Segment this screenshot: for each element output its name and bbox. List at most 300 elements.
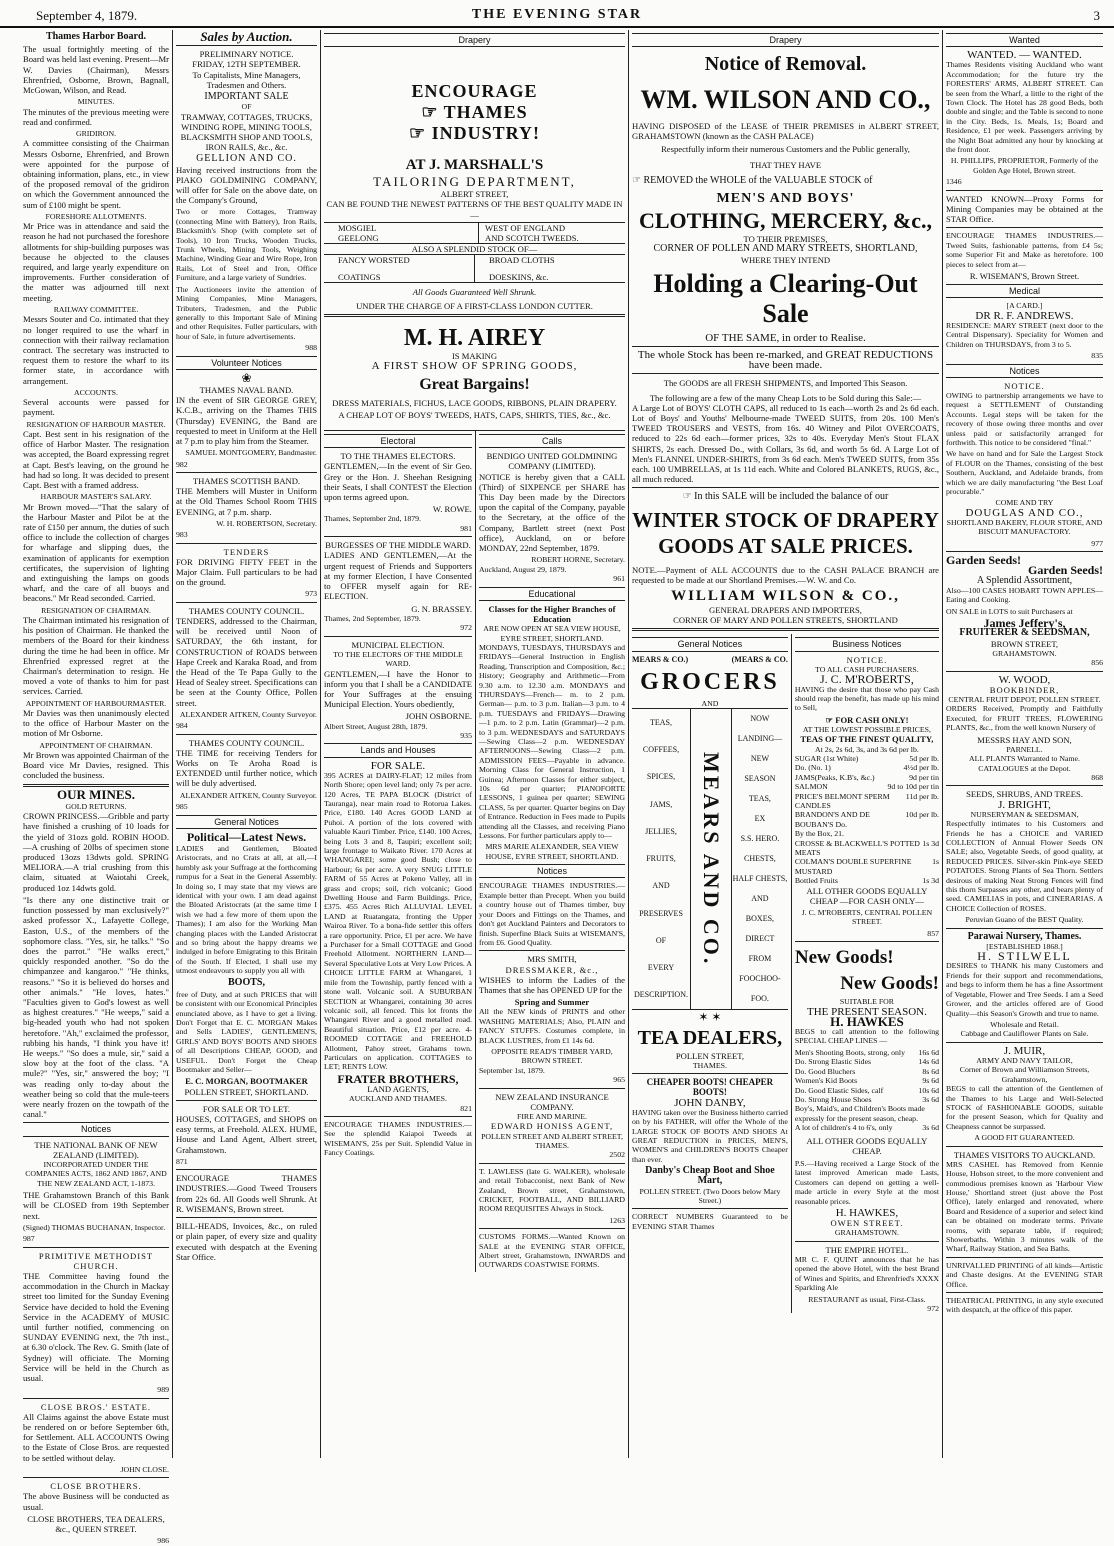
ad-text: Wholesale and Retail.: [990, 1019, 1059, 1029]
divider: [632, 373, 939, 374]
divider: [176, 45, 317, 46]
ad-title: SEEDS, SHRUBS, AND TREES.: [966, 789, 1083, 800]
price-item: COLMAN'S DOUBLE SUPERFINE MUSTARD: [794, 857, 912, 876]
subheading: FORESHORE ALLOTMENTS.: [45, 211, 147, 221]
ad-title: PRIMITIVE METHODIST CHURCH.: [38, 1250, 154, 1271]
ad-headline: INDUSTRY!: [431, 123, 541, 144]
section-header: Drapery: [632, 33, 939, 47]
ad-title: W. WOOD,: [998, 673, 1051, 686]
price-item: SALMON: [794, 782, 828, 792]
section-header: Educational: [479, 587, 625, 601]
ad-number: 965: [613, 1075, 625, 1085]
article-paragraph: Mr Brown was appointed Chairman of the Board vice Mr Davies, resigned. This concluded the business.: [23, 750, 169, 781]
ad-text: FOR CASH ONLY!: [835, 714, 909, 725]
mears-left-item: DESCRIPTION.: [633, 990, 688, 1000]
ad-text: All the NEW kinds of PRINTS and other WASHING MATERIALS; Also, PLAIN and FANCY STUFFS. Costumes complete, in BLACK LUSTRES, from £1 14s 6d.: [478, 1007, 625, 1045]
ad-number: 984: [176, 721, 188, 731]
article-paragraph: CROWN PRINCESS.—Gribble and party have finished a crushing of 10 loads for the yield of 31ozs gold. ROBIN HOOD.—A crushing of 20lbs of specimen stone produced 13ozs 13dwts gold. SPRING MELIORA.—A trial crushing from this claim, situated at Waiotahi Creek, produced 1oz 14dwts gold.: [23, 811, 169, 893]
ad-text: CENTRAL FRUIT DEPOT, POLLEN STREET.: [948, 694, 1101, 704]
mears-left-item: EVERY: [647, 963, 675, 973]
divider: [176, 602, 317, 603]
column-harbor-board: [20, 30, 172, 1546]
ad-text: THAT THEY HAVE: [749, 159, 822, 170]
price-value: 8s 6d: [922, 1066, 939, 1076]
ad-number: 961: [613, 574, 625, 584]
ad-text: R. WISEMAN'S, Brown Street.: [969, 270, 1080, 281]
price-item: Do. Good Elastic Sides, calf: [794, 1085, 884, 1095]
ad-headline: M. H. AIREY: [403, 325, 546, 352]
ad-text: MONDAYS, TUESDAYS, THURSDAYS and FRIDAYS—General Instruction in English Reading, Transcription and Composition, &c.; History; Geography and Arithmetic—From 9.30 a.m. to 12.30 a.m. MONDAYS and THURSDAYS—French— m. to 2 p.m. German— p.m. to 3 p.m. Italian—3 p.m. to 4 p.m. TUESDAYS and FRIDAYS—Drawing—1 p.m. to 2 p.m. Latin (Grammar)—2 p.m. to 3 p.m. WEDNESDAYS and SATURDAYS—Sewing Class—2 p.m. WEDNESDAY AFTERNOONS—Sewing Class—2 p.m. ADMISSION FEES—Payable in advance. Morning Class for General Instruction, 1 Guinea; Afternoon Classes for either subject, 10s 6d per quarter; PIANOFORTE LESSONS, 1 guinea per quarter; SEWING CLASS, 5s per quarter. Quarter begins on Day of Entrance. Reduction in Fees made to Pupils attending all the Classes, and receiving Piano Lessons. For further particulars apply to—: [478, 642, 625, 841]
ad-headline: MEN'S AND BOYS': [716, 191, 855, 207]
ad-text: HAVING DISPOSED of the LEASE of THEIR PREMISES in ALBERT STREET, GRAHAMSTOWN (known as the CASH PALACE): [632, 121, 939, 142]
ad-title: MUNICIPAL ELECTION.: [351, 639, 445, 650]
section-header: Electoral: [324, 434, 472, 448]
price-value: 9s 6d: [922, 1076, 939, 1086]
divider: [946, 1257, 1103, 1258]
ad-text: OF: [241, 102, 252, 112]
ad-number: 821: [460, 1103, 472, 1113]
ad-text: The Auctioneers invite the attention of Mining Companies, Mine Managers, Tributers, Tradesmen, and the Public generally to this Important Sale of Mining and other Requisites. Fuller particulars, with hour of Sale, in future advertisements.: [176, 284, 317, 341]
mears-left-item: PRESERVES: [639, 908, 683, 918]
price-row: [795, 754, 939, 763]
ad-headline: WINTER STOCK OF DRAPERY: [632, 507, 939, 532]
ad-text: CORRECT NUMBERS Guaranteed to be EVENING STAR Thames: [632, 1212, 788, 1231]
crest-icon: ❀: [241, 370, 252, 385]
ad-text: LADIES AND GENTLEMEN,—At the urgent request of Friends and Supporters at my former Election, I have Consented to OFFER myself again for RE-ELECTION.: [324, 550, 472, 602]
ad-headline: Great Bargains!: [419, 375, 530, 393]
ad-text: FOR DRIVING FIFTY FEET in the Major Claim. Full particulars to be had on the ground.: [176, 556, 317, 588]
ad-text: MR C. F. QUINT announces that he has opened the above Hotel, with the best Brand of Wines and Spirits, and Ehrenfried's XXXX Sparkling Ale: [794, 1254, 939, 1293]
price-value: 9d per tin: [909, 772, 939, 782]
ad-number: 986: [157, 1536, 169, 1546]
ad-title: CLOSE BROS.' ESTATE.: [40, 1401, 152, 1412]
subheading: RAILWAY COMMITTEE.: [53, 304, 139, 314]
price-item: Bottled Fruits: [794, 876, 838, 886]
ad-headline: GROCERS: [640, 668, 780, 695]
ad-number: 935: [460, 730, 472, 740]
ad-text: NURSERYMAN & SEEDSMAN,: [970, 809, 1079, 819]
ad-text: THAMES.: [692, 1060, 727, 1070]
ad-date: Thames, September 2nd, 1879.: [324, 514, 422, 524]
ad-text: THE Committee having found the accommodation in the Church in Mackay street too limited for the Sunday Evening Service have decided to hold the Evening Service in the ACADEMY of MUSIC until further notified, commencing on SUNDAY EVENING next, the 7th inst., at 6.30 o'clock. The Rev. G. Smith (late of Sydney) will officiate. The Morning Service will be held in the Church as usual.: [23, 1271, 169, 1384]
shoe-price-row: [795, 1067, 939, 1076]
ad-title: H. HAWKES,: [835, 1206, 899, 1219]
price-item: Boy's, Maid's, and Children's Boots made expressly for the present season, cheap.: [794, 1104, 925, 1123]
mears-vertical-title: MEARS AND CO.: [699, 752, 725, 967]
ad-text: IS MAKING: [451, 351, 498, 362]
ad-title: TEAS OF THE FINEST QUALITY,: [800, 734, 934, 745]
price-row: [795, 792, 939, 811]
ad-text: UNDER THE CHARGE OF A FIRST-CLASS LONDON CUTTER.: [356, 301, 593, 312]
ad-text: The GOODS are all FRESH SHIPMENTS, and Imported This Season.: [663, 378, 908, 389]
mears-left-item: JAMS,: [649, 799, 673, 809]
ad-text: Peruvian Guano of the BEST Quality.: [965, 915, 1084, 925]
subheading: APPOINTMENT OF CHAIRMAN.: [39, 740, 153, 750]
ad-signature: SAMUEL MONTGOMERY, Bandmaster.: [185, 448, 317, 458]
column-removal: [628, 30, 942, 1458]
ad-text: CATALOGUES at the Depot.: [978, 763, 1071, 773]
divider: [632, 346, 939, 347]
ad-text: Respectfully inform their numerous Customers and the Public generally,: [661, 143, 910, 154]
price-value: 1s 3d: [922, 876, 939, 886]
column-wanted: [942, 30, 1106, 1458]
ad-text: FIRE AND MARINE.: [517, 1111, 587, 1121]
mears-left-item: OF: [655, 935, 667, 945]
ad-text: TENDERS, addressed to the Chairman, will be received until Noon of SATURDAY, the 6th instant, for CONSTRUCTION of ROADS between Hape Creek and Karaka Road, and from the Head of the Te Papa Gully to the Head of Sealey street. Specifications can be seen at the County Office, Pollen street.: [176, 616, 317, 708]
ad-number: 973: [305, 589, 317, 599]
ad-text: THEATRICAL PRINTING, in any style executed with despatch, at the office of this paper.: [946, 1296, 1103, 1315]
ad-headline: New Goods!: [794, 947, 894, 969]
ad-text: TO THEIR PREMISES,: [743, 234, 828, 245]
divider: [632, 628, 939, 631]
article-paragraph: Mr Brown moved—"That the salary of the Harbour Master and Pilot be at the rate of £150 per annum, the duties of such office to include the collection of charges for wharfage and slipping dues, the examination of applicants for exemption certificates, the supervision of lighting and extinguishing the lamps on goods wharf, and the care of all buoys and beacons." Mr Read seconded. Carried.: [23, 501, 169, 604]
mears-right-item: EX: [754, 814, 766, 824]
section-header: Medical: [946, 284, 1103, 298]
divider: [946, 1292, 1103, 1293]
ad-signature: MRS MARIE ALEXANDER, SEA VIEW HOUSE, EYRE STREET, SHORTLAND.: [485, 842, 619, 861]
ad-text: The whole Stock has been re-marked, and GREAT REDUCTIONS have been made.: [637, 349, 934, 372]
ad-text: ORDERS Received, Promptly and Faithfully Executed, for FRUIT TREES, FLOWERING PLANTS, &c., from the well known Nursery of: [946, 704, 1103, 733]
ad-title: FOR SALE OR TO LET.: [202, 1103, 291, 1114]
ad-text: OWING to partnership arrangements we have to request a SETTLEMENT of Outstanding Accounts. Legal steps will be taken for the recovery of those owing three months and over unless paid or satisfactorily arranged for forthwith. This notice to be considered "final.": [946, 390, 1103, 447]
ad-signature: J. C. M'ROBERTS, CENTRAL POLLEN STREET.: [801, 908, 933, 927]
ad-number: 972: [927, 1304, 939, 1314]
ad-text: [A CARD.]: [1006, 301, 1043, 311]
ad-text: ON SALE in LOTS to suit Purchasers at: [946, 606, 1073, 616]
ad-title: J. BRIGHT,: [998, 798, 1051, 811]
divider: [946, 928, 1103, 929]
ad-title: DOUGLAS AND CO.,: [965, 506, 1084, 519]
ad-text: GRAHAMSTOWN.: [992, 648, 1057, 658]
mears-right-item: NOW: [750, 714, 770, 724]
price-value: 10s 6d: [918, 1085, 939, 1095]
ad-text: ARMY AND NAVY TAILOR,: [976, 1055, 1073, 1065]
mears-left-item: COFFEES,: [642, 745, 680, 755]
mears-left-item: AND: [652, 881, 670, 891]
ad-text: SHORTLAND BAKERY, FLOUR STORE, AND BISCUIT MANUFACTORY.: [946, 518, 1103, 537]
ad-text: UNRIVALLED PRINTING of all kinds—Artistic and Chaste designs. At the EVENING STAR Office.: [946, 1260, 1103, 1289]
ad-text: HAVING the desire that those who pay Cash should reap the benefit, has made up his mind to Sell,: [794, 684, 939, 713]
mears-right-item: DIRECT: [745, 934, 775, 944]
ad-headline: WM. WILSON AND CO.,: [640, 85, 931, 115]
ad-text: All Goods Guaranteed Well Shrunk.: [412, 286, 537, 297]
ad-number: 1263: [609, 1215, 625, 1225]
ad-headline: WILLIAM WILSON & CO.,: [671, 588, 900, 605]
ad-text: CUSTOMS FORMS.—Wanted Known on SALE at the EVENING STAR OFFICE, Albert street, Grahamstown, INWARDS and OUTWARDS COASTWISE FORMS.: [478, 1232, 625, 1270]
price-item: SUGAR (1st White): [794, 753, 859, 763]
ad-signature: (Signed) THOMAS BUCHANAN, Inspector.: [23, 1222, 166, 1232]
newspaper-title: THE EVENING STAR: [471, 7, 643, 22]
price-item: Do. Strong Elastic Sides: [794, 1057, 872, 1067]
ad-text: ENCOURAGE THAMES INDUSTRIES.—See the splendid Kaiapoi Tweeds at WISEMAN'S, 25s per Suit. Splendid Value in Fancy Coatings.: [324, 1119, 472, 1158]
article-paragraph: Capt. Best sent in his resignation of the office of Harbor Master. The resignation was accepted, the Board expressing regret at Capt. Best's leaving, on the ground he had had so long. It was decided to present Capt. Best with a framed address.: [23, 428, 169, 490]
ad-text: MESSRS HAY AND SON,: [977, 734, 1072, 745]
ad-number: 982: [176, 459, 188, 469]
ad-text: POLLEN STREET. (Two Doors below Mary Street.): [639, 1186, 781, 1205]
ad-text: CORNER OF MARY AND POLLEN STREETS, SHORTLAND: [673, 615, 898, 626]
subheading: ACCOUNTS.: [74, 387, 118, 397]
ad-title: TENDERS: [223, 546, 270, 557]
price-item: PRICE'S BELMONT SPERM CANDLES: [794, 791, 890, 810]
article-paragraph: Messrs Souter and Co. intimated that they no longer required to use the wharf in connection with their railway reclamation contract. The secretary was instructed to request them to restore the wharf to its former state, in accordance with arrangement.: [23, 314, 169, 386]
shoe-price-row: [795, 1048, 939, 1057]
divider: [324, 314, 625, 317]
article-paragraph: Mr Price was in attendance and said the reason he had not purchased the foreshore allotments for ship-building purposes was because he objected to the clauses required, and large yearly expenditure on improvements. Further consideration of the matter was adjourned till next meeting.: [23, 221, 169, 303]
ad-title: WANTED. — WANTED.: [967, 49, 1082, 62]
ad-title: FOR SALE.: [370, 759, 426, 772]
sub-columns: [324, 430, 625, 1272]
mears-left-item: JELLIES,: [645, 826, 677, 836]
ad-text: Having received instructions from the PIAKO GOLDMINING COMPANY, will offer for Sale on the above date, on the Company's Ground,: [176, 164, 317, 206]
ad-title: E. C. MORGAN, BOOTMAKER: [185, 1076, 308, 1087]
ad-title: FRATER BROTHERS,: [337, 1071, 459, 1086]
fabric-item: COATINGS: [338, 271, 381, 282]
pointing-hand-icon: ☞: [408, 123, 432, 144]
ad-title: NEW ZEALAND INSURANCE COMPANY.: [495, 1091, 609, 1112]
price-value: 1s 3d: [922, 838, 939, 848]
ad-headline: New Goods!: [840, 973, 939, 995]
ad-text: OWEN STREET.: [830, 1218, 904, 1229]
ad-title: THAMES SCOTTISH BAND.: [192, 475, 301, 486]
mears-right-item: CHESTS,: [744, 854, 776, 864]
ad-list: A Large Lot of BOYS' CLOTH CAPS, all reduced to 1s each—worth 2s and 2s 6d each. Lot of Boys' and Youths' Melbourne-made TWEED SUITS, from 20s. 100 Men's TWEED TROUSERS and VESTS, from 16s. 40 Witney and Pilot OVERCOATS, reduced to 22s 6d each—former prices, 32s to 40s. Everyday Men's Stout FLAX SHIRTS, 2s each. Dressed Do., with Collars, 3s 6d, and worth 5s 6d. A Large Lot of Men's FLANNEL UNDER-SHIRTS, from 3s 6d each. Men's TWEED SUITS, from 35s each. 100 UMBRELLAS, at 1s 11d each. White and Colored BLANKETS, RUGS, &c., all much reduced.: [632, 402, 939, 485]
ad-number: 856: [1091, 658, 1103, 668]
shoe-price-row: [795, 1095, 939, 1104]
ad-number: 989: [157, 1385, 169, 1395]
mears-left-item: TEAS,: [650, 717, 672, 727]
page-number: 3: [1093, 8, 1100, 23]
divider: [23, 1477, 169, 1478]
subheading: RESIGNATION OF HARBOUR MASTER.: [26, 419, 166, 429]
ad-number: 871: [176, 1156, 188, 1166]
section-header: Calls: [479, 434, 625, 448]
subheading: HARBOUR MASTER'S SALARY.: [40, 492, 152, 502]
subheading: APPOINTMENT OF HARBOURMASTER.: [25, 698, 167, 708]
ad-text: TO ALL CASH PURCHASERS.: [815, 664, 919, 674]
column-drapery: [320, 30, 628, 1458]
ad-text: HOUSES, COTTAGES, and SHOPS on easy terms, at Freehold. ALEX. HUME, House and Land Agent, Albert street, Grahamstown.: [176, 1114, 317, 1155]
divider: [176, 543, 317, 544]
divider: [23, 1247, 169, 1248]
divider: [324, 536, 472, 537]
ad-title: THAMES COUNTY COUNCIL.: [188, 737, 305, 748]
ad-text: LADIES and Gentlemen, Bloated Aristocrats, and no Crats at all, at all,—I humbly ask your Suffrage at the forthcoming rumpus for a Seat in the General Assembly. In doing so, I may state that my views are identical with your own. I am dead against the Bloated Aristocrats (at the same time I wish we had a few more of them upon the Thames); I am also for the Working Man changing places with the Landed Aristocrat and so bring about the happy dreams we indulged in before Emigrating to this Britain of the South. If Elected, I shall use my utmost endeavours to supply you all with: [176, 843, 317, 976]
ad-text: 395 ACRES at DAIRY-FLAT; 12 miles from North Shore; open level land; only 7s per acre. 120 Acres, TE PAPA BLOCK (District of Tauranga), near main road to Rotorua Lakes. Price, £180. 140 Acres GOOD LAND at Puhoi. A portion of the lots covered with valuable Kauri Timber. Price, £140. 100 Acres, being Lots 3 and 8, Taupiri; excellent soil; large frontage to Waikato River. 170 Acres at WHANGAREI; some good Bush; close to Harbour; 6s per acre. A very SNUG LITTLE FARM of 55 Acres at Pokeno Valley, all in grass and crops; soil, rich volcanic; Good Dwelling House and Farm Buildings. Price, £375. 455 Acres Rich ALLUVIAL LEVEL LAND at Ruatangata, fronting the Upper Wairoa River. To a bona-fide settler this offers a rare opportunity. Price, £1 per acre. We have a Purchaser for a Small COTTAGE and Good Freehold Allotment. NORTHERN LAND—Several Speculative Lots at Very Low Prices. A CHOICE LITTLE FARM at Whangarei, 1 mile from the Township, partly fenced with a stone wall. Volcanic soil. A SUBURBAN SECTION at Whangarei, containing 30 acres volcanic soil, all fenced. This lot fronts the Whangarei River and a good metalled road. Beautiful situation. Price, £12 per acre. 4-ROOMED COTTAGE and FREEHOLD Allotment, Pahoy street, Grahams town. Particulars on application. COTTAGES to LET; RENTS LOW.: [324, 770, 472, 1072]
pointing-hand-icon: ☞: [682, 491, 695, 503]
price-item: Do. (No. 1): [794, 763, 831, 773]
ad-text: BILL-HEADS, Invoices, &c., on ruled or plain paper, of every size and quality executed with despatch at the Evening Star Office.: [176, 1221, 317, 1262]
price-list: [795, 754, 939, 886]
section-header: Notices: [23, 1122, 169, 1136]
article-paragraph: The Chairman intimated his resignation of his position of Chairman. He thanked the members of the Board for their kindness during the time he had been in office. Mr Ehrenfried expressed regret at the Chairman's determination to resign. He moved a vote of thanks to him for past services. Carried.: [23, 615, 169, 697]
ad-text: Two or more Cottages, Tramway (connecting Mine with Battery), Iron Rails, Blacksmith's Shop (with complete set of Tools), 10 Iron Trucks, Wooden Trucks, Trunk Wheels, Mining Tools, Weighing Machine, Winding Gear and Wire Rope, Iron Rails, Lot of Steel and Iron, Office Furniture, and a large variety of Sundries.: [176, 207, 317, 283]
ad-text: ENCOURAGE THAMES INDUSTRIES.—Tweed Suits, fashionable patterns, from £4 5s; some Superior Fit and Make as heretofore. 100 pieces to select from at—: [946, 231, 1103, 269]
ad-text: AND: [701, 698, 719, 708]
price-item: Men's Shooting Boots, strong, only: [794, 1047, 905, 1057]
divider: [324, 636, 472, 637]
ad-text: OF THE SAME, in order to Realise.: [705, 331, 866, 344]
fabric-table: [324, 222, 625, 244]
ad-title: BURGESSES OF THE MIDDLE WARD.: [325, 540, 471, 551]
ad-date: September 1st, 1879.: [478, 1065, 545, 1075]
ad-headline: CLOTHING, MERCERY, &c.,: [639, 208, 932, 234]
divider: [479, 1228, 625, 1229]
ad-number: 983: [176, 530, 188, 540]
price-item: JAMS(Peaks, K.B's, &c.): [794, 772, 875, 782]
subheading: RESIGNATION OF CHAIRMAN.: [41, 605, 151, 615]
article-paragraph: "Is there any one distinctive trait or function possessed by man exclusively?" asked professor X., Lafayette College, Easton, U.S., of the members of the sophomore class. "Yes, sir, he talks." "So does the parrot." "He walks erect," quickly responded another. "So do the chimpanzee and kangaroo." "He thinks, reasons." "So it is believed do horses and other animals." "He loves, hates." "Faculties given to God's lowest as well as highest creatures." "He weeps," said a big-headed youth who had not spoken heretofore. "Ah," exclaimed the professor, rubbing his hands, "I think you have it! He weeps." "So does a mule, sir," said a slow boy at the foot of the class. "A mule?" "Yes, sir," answered the boy; "I was reading only to-day about the weather being so cold that the mule-teers were nearly frozen on the towpath of the canal.": [23, 894, 169, 1120]
price-item: A lot of children's 4 to 6's, only: [794, 1123, 893, 1133]
ad-text: NOTICE is hereby given that a CALL (Third) of SIXPENCE per SHARE has This Day been made by the Directors upon the capital of the Company, payable to the Secretary, at the office of the Company, Bartlett street (next Post office), Auckland, on or before MONDAY, 22nd September, 1879.: [478, 471, 625, 554]
price-value: 1s: [932, 857, 939, 867]
mears-right-item: SEASON: [744, 774, 776, 784]
divider: [946, 190, 1103, 191]
ad-text: DESIRES to THANK his many Customers and Friends for their support and recommendations, and begs to inform them he has a fine Assortment of Vegetable, Flower and Tree Seeds. I am a Seed Grower, and the articles offered are of Good Quality—this Season's Growth and true to name.: [946, 961, 1103, 1018]
ad-headline: ENCOURAGE: [411, 81, 538, 102]
price-row: [795, 857, 939, 876]
ad-headline: THAMES: [443, 102, 528, 123]
ad-title: THAMES NAVAL BAND.: [199, 384, 294, 395]
price-row: [795, 810, 939, 829]
ad-text: GRAHAMSTOWN.: [834, 1228, 900, 1238]
price-value: 3s 6d: [922, 1123, 939, 1133]
price-item: Do. Strong House Shoes: [794, 1094, 872, 1104]
divider: [946, 551, 1103, 552]
ad-number: 988: [305, 343, 317, 353]
ad-text: AT THE LOWEST POSSIBLE PRICES,: [802, 724, 931, 734]
section-header: Business Notices: [795, 637, 939, 651]
article-paragraph: The minutes of the previous meeting were read and confirmed.: [23, 106, 169, 127]
ad-text: POLLEN STREET AND ALBERT STREET, THAMES.: [481, 1131, 623, 1150]
price-item: BRANDON'S AND DE BOUBAN'S Do.: [794, 810, 870, 829]
section-header: Notices: [479, 864, 625, 878]
ad-text: WANTED KNOWN—Proxy Forms for Mining Companies may be obtained at the STAR Office.: [946, 193, 1103, 225]
ad-title: Classes for the Higher Branches of Education: [488, 603, 616, 624]
ad-text: T. LAWLESS (late G. WALKER), wholesale and retail Tobacconist, next Bank of New Zealand, Brown street, Grahamstown, CRICKET, FOOTBALL, AND BILLIARD ROOM REQUISITES Always in Stock.: [478, 1166, 625, 1214]
section-header: Volunteer Notices: [176, 356, 317, 370]
crest-icon: ✶ ✶: [698, 1010, 722, 1025]
price-item: Women's Kid Boots: [794, 1076, 858, 1086]
ad-text: CORNER OF POLLEN AND MARY STREETS, SHORTLAND,: [653, 243, 918, 255]
section-header: Notices: [946, 364, 1103, 378]
ad-title: BENDIGO UNITED GOLDMINING COMPANY (LIMITED).: [486, 451, 618, 472]
masthead: [0, 4, 1114, 28]
price-value: 3s 6d: [922, 1094, 939, 1104]
ad-text: GENTLEMEN,—In the event of Sir Geo. Grey or the Hon. J. Sheehan Resigning their Seats, I shall CONTEST the Election upon terms agreed upon.: [324, 461, 472, 503]
divider: [176, 1169, 317, 1170]
section-header: Drapery: [324, 33, 625, 47]
ad-title: H. HAWKES: [830, 1013, 904, 1029]
ad-number: 835: [1091, 351, 1103, 361]
divider: [946, 1042, 1103, 1043]
price-value: 11d per lb.: [905, 791, 939, 801]
ad-number: 985: [176, 802, 188, 812]
ad-title: IMPORTANT SALE: [204, 91, 289, 103]
price-item: CROSSE & BLACKWELL'S POTTED MEATS: [794, 838, 920, 857]
column-auctions: [172, 30, 320, 1458]
ad-signature: H. PHILLIPS, PROPRIETOR, Formerly of the Golden Age Hotel, Brown street.: [950, 156, 1099, 175]
ad-text: MRS CASHEL has Removed from Kennie House, Hobson street, to the more convenient and commodious premises known as 'Harbour View House,' Shortland street (just above the Post Office), lately enlarged and renovated, where Board and Residence of a superior and select kind can be obtained on moderate terms. Private rooms, with separate table, if required; Showerbaths. Within 3 minutes walk of the Wharf, Railway Station, and Sea Baths.: [946, 1159, 1103, 1254]
price-row: [795, 763, 939, 772]
article-paragraph: A committee consisting of the Chairman Messrs Osborne, Ehrenfried, and Brown were appointed for the purpose of obtaining information, plans, etc., in view of the proposed removal of the gridiron on which the Government announced the sum of £100 might be spent.: [23, 138, 169, 210]
divider: [795, 1241, 939, 1242]
ad-text: GENERAL DRAPERS AND IMPORTERS,: [709, 605, 862, 616]
business-notices: [792, 634, 939, 1313]
article-paragraph: Several accounts were passed for payment.: [23, 397, 169, 418]
section-header: General Notices: [176, 815, 317, 829]
ad-title: THE NATIONAL BANK OF NEW ZEALAND (LIMITED).: [34, 1139, 158, 1160]
ad-text: TO THE ELECTORS OF THE MIDDLE WARD.: [333, 649, 463, 669]
ad-title: H. STILWELL: [977, 949, 1072, 964]
price-value: 14s 6d: [918, 1057, 939, 1067]
fabric-item: FANCY WORSTED: [338, 255, 410, 266]
price-row: [795, 773, 939, 782]
ad-headline: Garden Seeds!: [1028, 563, 1103, 578]
ad-text: Thames Residents visiting Auckland who want Accommodation; for the future try the FORESTERS' ARMS, ALBERT STREET. Can be seen from the Wharf, a little to the right of the Town Clock. The Hotel has 28 good Beds, both double and single; and the Table is second to none in the City. Beds, 1s. Meals, 1s; Board and Residence, £1 per week. Passengers arriving by the Night Boat admitted any hour by knocking at the front door.: [946, 60, 1103, 155]
ad-signature: G. N. BRASSEY.: [411, 603, 472, 614]
ad-text: Corner of Brown and Williamson Streets, Grahamstown,: [959, 1065, 1090, 1084]
ad-title: BOOTS,: [228, 976, 265, 988]
price-row: [795, 829, 939, 838]
ad-title: James Jeffery's,: [983, 616, 1066, 631]
ad-headline: AT J. MARSHALL'S: [405, 157, 544, 174]
subheading: GRIDIRON.: [75, 129, 117, 139]
ad-text: ALL OTHER GOODS EQUALLY CHEAP.: [806, 1135, 928, 1156]
ad-headline: Holding a Clearing-Out Sale: [653, 268, 918, 328]
fabric-item: AND SCOTCH TWEEDS.: [485, 233, 579, 244]
fabric-item: MOSGIEL: [338, 222, 377, 233]
price-item: Do. Good Bluchers: [794, 1066, 856, 1076]
mears-right-item: HALF CHESTS,: [732, 874, 788, 884]
mears-ad: [632, 634, 792, 1313]
ad-text: The above Business will be conducted as usual.: [23, 1491, 169, 1512]
divider: [23, 1398, 169, 1399]
ad-text: WHERE THEY INTEND: [740, 254, 831, 265]
ad-title: DR R. F. ANDREWS.: [975, 309, 1074, 322]
ad-headline: TAILORING DEPARTMENT,: [373, 174, 576, 190]
ad-number: 868: [1091, 772, 1103, 782]
mears-right-item: BOXES,: [745, 914, 775, 924]
section-header: Lands and Houses: [324, 743, 472, 757]
ad-text: THE Grahamstown Branch of this Bank will be CLOSED from 19th September next.: [23, 1190, 169, 1221]
ad-title: NOTICE.: [846, 654, 888, 665]
divider: [946, 227, 1103, 228]
ad-text: All Claims against the above Estate must be rendered on or before September 6th, for Settlement. ALL ACCOUNTS Owing to the Estate of Close Bros. are requested to be settled without delay.: [23, 1411, 169, 1463]
pointing-hand-icon: ☞: [421, 102, 444, 123]
shoe-price-list: [795, 1048, 939, 1133]
divider: [632, 487, 939, 488]
subheading: MINUTES.: [77, 97, 115, 107]
fabric-item: DOESKINS, &c.: [489, 271, 549, 282]
ad-text: WISHES to inform the Ladies of the Thames that she has OPENED UP for the: [478, 974, 625, 995]
ad-text: A Splendid Assortment,: [976, 574, 1073, 586]
ad-text: BROWN STREET,: [990, 638, 1059, 649]
ad-title: NOTICE.: [1004, 380, 1045, 391]
ad-text: SUITABLE FOR: [839, 997, 895, 1007]
section-title: Sales by Auction.: [200, 29, 293, 44]
ad-text: INCORPORATED UNDER THE COMPANIES ACTS, 1862 AND 1867, AND THE NEW ZEALAND ACT, 1-1873.: [25, 1159, 167, 1188]
ad-number: 977: [1091, 538, 1103, 548]
price-row: [795, 839, 939, 858]
ad-text: OPPOSITE READ'S TIMBER YARD, BROWN STREET.: [491, 1046, 613, 1066]
ad-number: 2502: [609, 1150, 625, 1160]
ad-number: 987: [23, 1234, 35, 1244]
section-header: Wanted: [946, 33, 1103, 47]
ad-text: POLLEN STREET, SHORTLAND.: [184, 1086, 309, 1097]
ad-text: BEGS to call the attention of the Gentlemen of the Thames to his Large and Well-Selected STOCK of FASHIONABLE GOODS, suitable for the present Season, which for Quality and Cheapness cannot be surpassed.: [946, 1084, 1103, 1131]
ad-title: Danby's Cheap Boot and Shoe Mart,: [645, 1165, 775, 1187]
divider: [479, 1088, 625, 1089]
